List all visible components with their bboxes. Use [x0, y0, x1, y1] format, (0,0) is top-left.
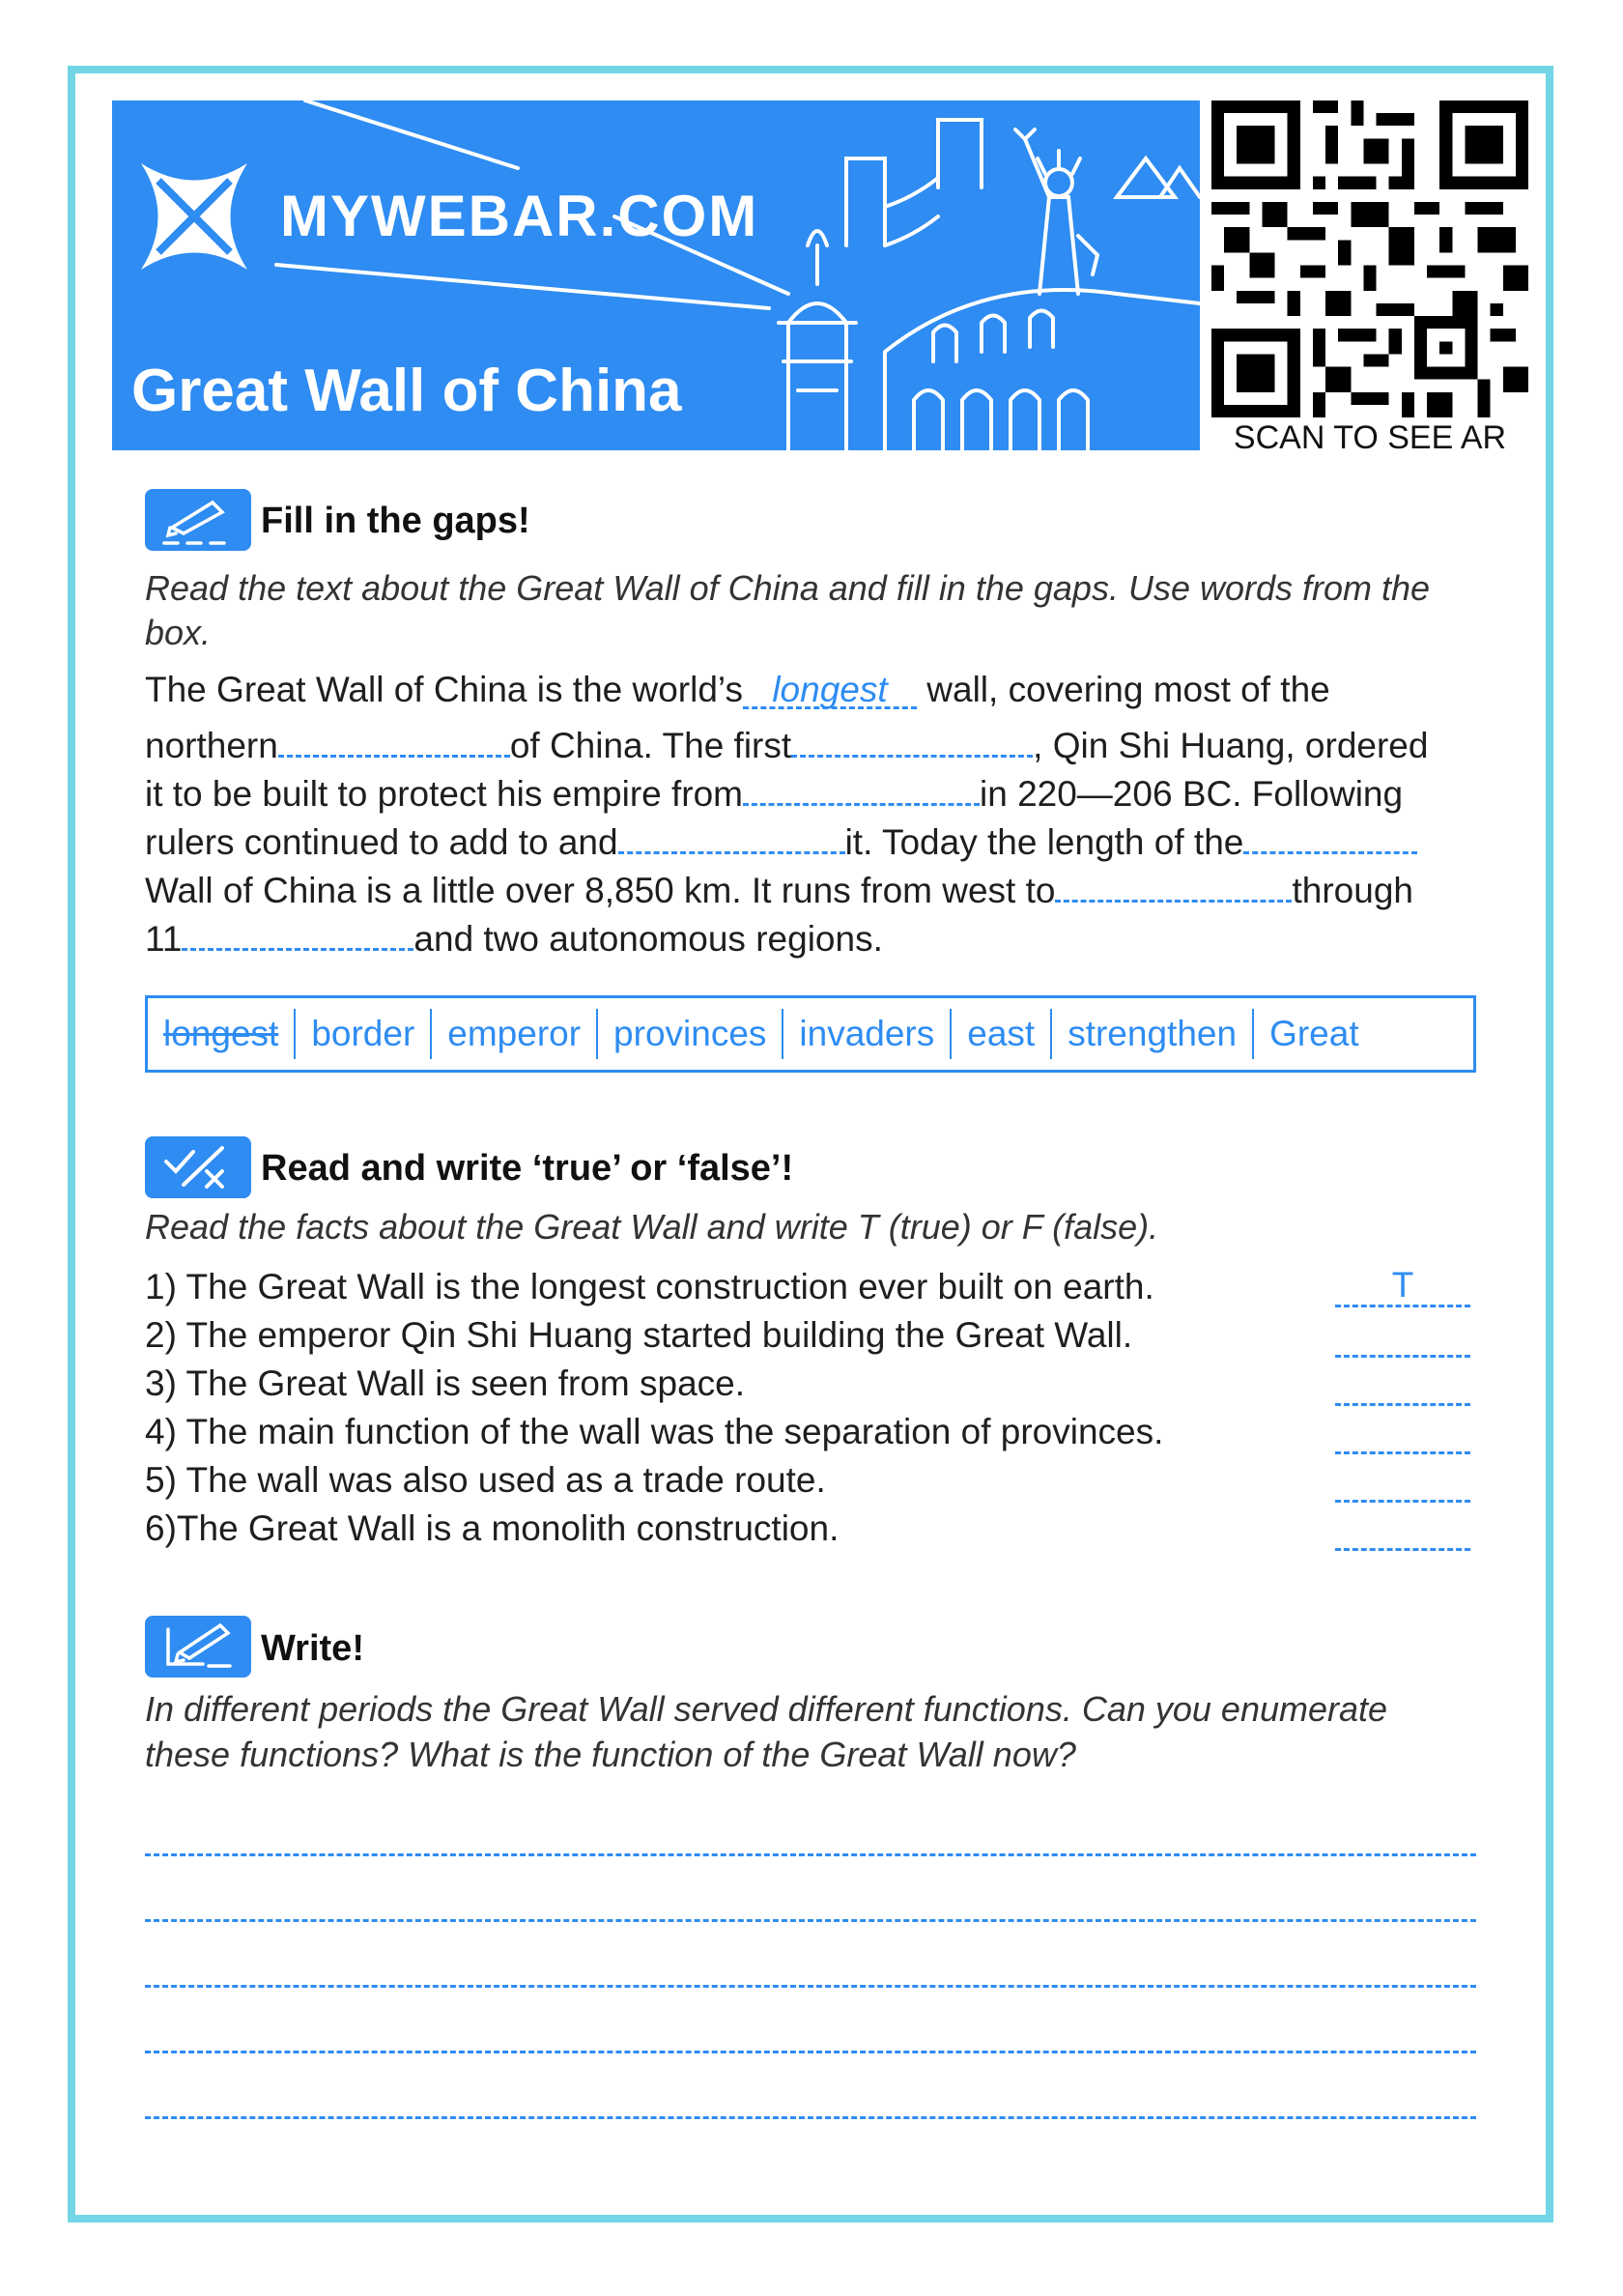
- passage-text: it to be built to protect his empire from: [145, 774, 743, 814]
- instruction-write-2: these functions? What is the function of the Great Wall now?: [145, 1735, 1076, 1774]
- passage-text: it. Today the length of the: [844, 822, 1244, 862]
- answer-line-5[interactable]: [145, 2116, 1476, 2119]
- mywebar-logo-icon: [131, 154, 257, 279]
- pencil-gap-icon: [145, 489, 251, 551]
- word-chip: strengthen: [1052, 1009, 1254, 1059]
- answer-line-4[interactable]: [145, 2051, 1476, 2053]
- passage-line-4: [145, 815, 1417, 863]
- gap-2[interactable]: [278, 718, 510, 758]
- section-title-fill-gaps: Fill in the gaps!: [261, 501, 530, 541]
- answer-field-1[interactable]: T: [1335, 1266, 1470, 1307]
- answer-field-2[interactable]: [1335, 1316, 1470, 1358]
- word-chip: east: [952, 1009, 1052, 1059]
- passage-line-3: [145, 766, 1403, 815]
- gap-6[interactable]: [1243, 815, 1417, 854]
- passage-text: rulers continued to add to and: [145, 822, 618, 862]
- gap-3[interactable]: [791, 718, 1033, 758]
- passage-text: , Qin Shi Huang, ordered: [1033, 726, 1429, 765]
- statement-5: 5) The wall was also used as a trade route.: [145, 1460, 826, 1500]
- answer-field-4[interactable]: [1335, 1413, 1470, 1454]
- word-chip: Great: [1269, 1014, 1359, 1053]
- passage-text: northern: [145, 726, 278, 765]
- passage-text: of China. The first: [509, 726, 792, 765]
- answer-field-5[interactable]: [1335, 1461, 1470, 1503]
- gap-4[interactable]: [743, 766, 980, 806]
- word-chip: longest: [148, 1009, 296, 1059]
- statement-2: 2) The emperor Qin Shi Huang started building the Great Wall.: [145, 1315, 1133, 1355]
- check-cross-icon: [145, 1136, 251, 1198]
- answer-field-3[interactable]: [1335, 1364, 1470, 1406]
- passage-line-1: [145, 670, 1330, 718]
- instruction-fill-gaps: Read the text about the Great Wall of China and fill in the gaps. Use words from the box.: [145, 568, 1431, 652]
- header-banner: [112, 100, 1200, 450]
- qr-code-icon[interactable]: [1211, 100, 1528, 417]
- passage-text: Wall of China is a little over 8,850 km. It runs from west to: [145, 871, 1056, 910]
- passage-text: The Great Wall of China is the world’s: [145, 670, 743, 709]
- passage-text: in 220—206 BC. Following: [980, 774, 1404, 814]
- section-title-write: Write!: [261, 1628, 364, 1669]
- instruction-true-false: Read the facts about the Great Wall and write T (true) or F (false).: [145, 1207, 1159, 1247]
- pencil-write-icon: [145, 1616, 251, 1678]
- word-chip: emperor: [432, 1009, 598, 1059]
- word-chip: provinces: [598, 1009, 783, 1059]
- passage-line-5: [145, 863, 1413, 911]
- statement-6: 6)The Great Wall is a monolith construction.: [145, 1508, 840, 1548]
- gap-8[interactable]: [182, 911, 413, 951]
- gap-7[interactable]: [1055, 863, 1292, 903]
- passage-line-6: [145, 911, 883, 960]
- passage-text: through: [1292, 871, 1413, 910]
- statement-1: 1) The Great Wall is the longest construction ever built on earth.: [145, 1267, 1154, 1306]
- word-chip: invaders: [783, 1009, 952, 1059]
- brand-name: MYWEBAR.COM: [280, 184, 759, 248]
- passage-text: wall, covering most of the: [926, 670, 1330, 709]
- section-title-true-false: Read and write ‘true’ or ‘false’!: [261, 1148, 794, 1189]
- instruction-write-1: In different periods the Great Wall served different functions. Can you enumerate: [145, 1689, 1388, 1729]
- passage-line-2: [145, 718, 1428, 766]
- word-chip: border: [296, 1009, 432, 1059]
- passage-text: and two autonomous regions.: [413, 919, 883, 959]
- qr-caption: SCAN TO SEE AR: [1233, 419, 1507, 456]
- answer-field-6[interactable]: [1335, 1509, 1470, 1551]
- page-title: Great Wall of China: [131, 358, 682, 424]
- statement-3: 3) The Great Wall is seen from space.: [145, 1363, 746, 1403]
- gap-1[interactable]: longest: [743, 670, 917, 709]
- answer-line-1[interactable]: [145, 1853, 1476, 1856]
- answer-line-3[interactable]: [145, 1985, 1476, 1988]
- answer-line-2[interactable]: [145, 1919, 1476, 1922]
- statement-4: 4) The main function of the wall was the separation of provinces.: [145, 1412, 1164, 1451]
- word-box: [145, 995, 1476, 1073]
- gap-5[interactable]: [618, 815, 845, 854]
- passage-text: 11: [145, 919, 183, 959]
